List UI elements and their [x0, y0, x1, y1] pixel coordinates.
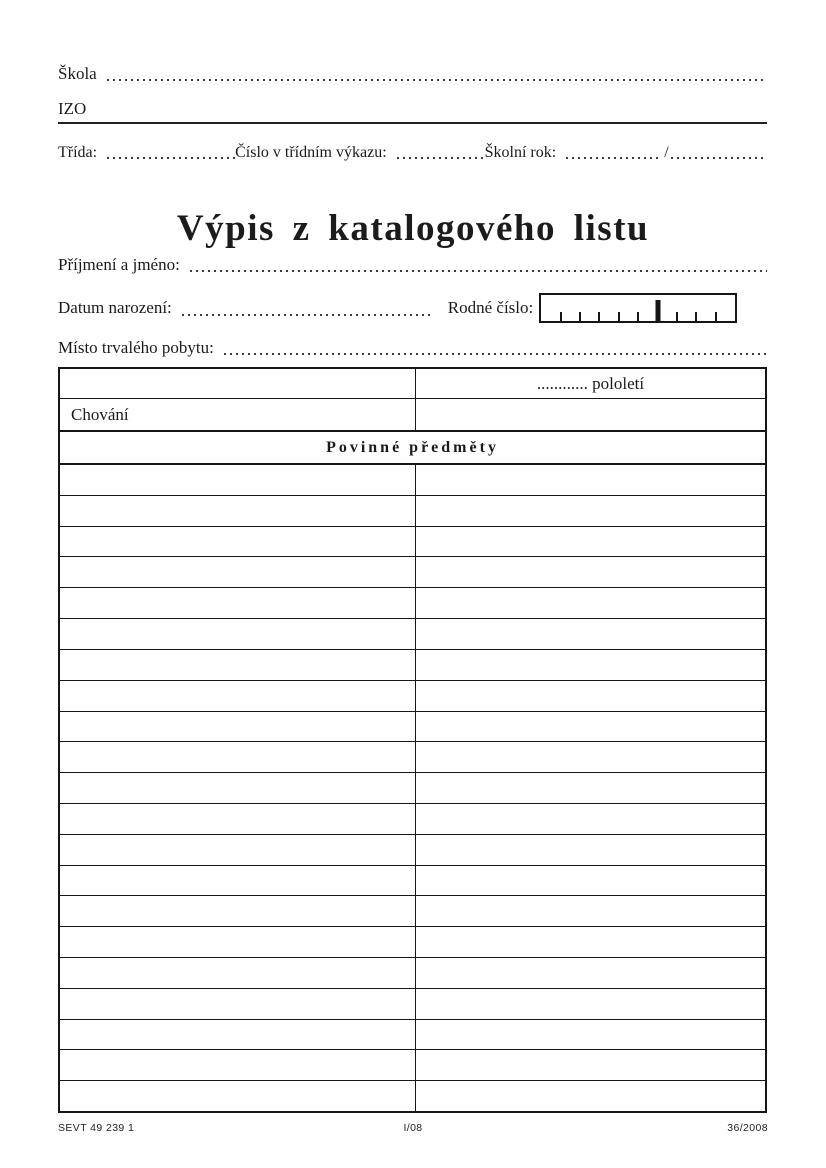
name-row	[58, 255, 767, 275]
behavior-row	[60, 398, 765, 430]
school-fill-line	[107, 79, 767, 81]
subject-grade-cell	[416, 681, 765, 711]
subject-name-cell	[60, 927, 416, 957]
semester-header-left-cell	[60, 369, 416, 398]
class-row	[58, 143, 767, 162]
subject-rows-container	[60, 465, 765, 1111]
school-year-fill-line-1	[566, 157, 662, 159]
subject-row	[60, 680, 765, 711]
subject-row	[60, 988, 765, 1019]
mandatory-subjects-header: Povinné předměty	[60, 430, 765, 465]
subject-grade-cell	[416, 557, 765, 587]
subject-row	[60, 895, 765, 926]
form-footer	[58, 1122, 768, 1134]
grades-table	[58, 367, 767, 1113]
subject-row	[60, 711, 765, 742]
subject-name-cell	[60, 742, 416, 772]
subject-row	[60, 465, 765, 495]
subject-grade-cell	[416, 989, 765, 1019]
subject-grade-cell	[416, 712, 765, 742]
subject-grade-cell	[416, 588, 765, 618]
subject-grade-cell	[416, 927, 765, 957]
izo-label: IZO	[58, 99, 87, 118]
birth-row	[58, 293, 767, 323]
subject-name-cell	[60, 1050, 416, 1080]
subject-row	[60, 587, 765, 618]
digit-separator-tick	[715, 312, 717, 321]
subject-grade-cell	[416, 465, 765, 495]
subject-grade-cell	[416, 619, 765, 649]
address-label: Místo trvalého pobytu:	[58, 338, 214, 357]
subject-name-cell	[60, 896, 416, 926]
subject-name-cell	[60, 619, 416, 649]
semester-header-cell: ............ pololetí	[536, 373, 645, 393]
digit-separator-tick	[598, 312, 600, 321]
subject-name-cell	[60, 835, 416, 865]
behavior-label-cell: Chování	[60, 399, 416, 430]
slash-separator-tick	[655, 300, 660, 321]
name-label: Příjmení a jméno:	[58, 255, 180, 274]
footer-edition: I/08	[403, 1122, 423, 1134]
birth-date-fill-line	[182, 314, 434, 316]
subject-row	[60, 556, 765, 587]
subject-name-cell	[60, 804, 416, 834]
subject-name-cell	[60, 958, 416, 988]
school-year-fill-line-2	[671, 157, 767, 159]
class-label: Třída:	[58, 144, 98, 161]
subject-row	[60, 865, 765, 896]
semester-header-row	[60, 369, 765, 398]
subject-grade-cell	[416, 1081, 765, 1111]
class-register-label: Číslo v třídním výkazu:	[235, 144, 387, 161]
subject-name-cell	[60, 1081, 416, 1111]
behavior-grade-cell	[416, 399, 765, 430]
subject-name-cell	[60, 681, 416, 711]
class-fill-line	[107, 157, 235, 159]
subject-name-cell	[60, 1020, 416, 1050]
address-fill-line	[224, 353, 767, 355]
subject-grade-cell	[416, 650, 765, 680]
subject-row	[60, 772, 765, 803]
name-fill-line	[190, 270, 767, 272]
class-register-fill-line	[397, 157, 485, 159]
digit-separator-tick	[560, 312, 562, 321]
subject-grade-cell	[416, 527, 765, 557]
digit-separator-tick	[676, 312, 678, 321]
subject-row	[60, 834, 765, 865]
subject-name-cell	[60, 496, 416, 526]
digit-separator-tick	[637, 312, 639, 321]
subject-name-cell	[60, 773, 416, 803]
subject-name-cell	[60, 712, 416, 742]
subject-name-cell	[60, 650, 416, 680]
subject-row	[60, 926, 765, 957]
page-title: Výpis z katalogového listu	[176, 207, 650, 249]
address-row	[58, 338, 767, 358]
subject-name-cell	[60, 588, 416, 618]
subject-row	[60, 1080, 765, 1111]
subject-grade-cell	[416, 835, 765, 865]
subject-row	[60, 957, 765, 988]
digit-separator-tick	[579, 312, 581, 321]
school-year-slash: /	[664, 144, 669, 161]
digit-separator-tick	[618, 312, 620, 321]
izo-row	[58, 99, 767, 124]
subject-row	[60, 803, 765, 834]
subject-grade-cell	[416, 773, 765, 803]
personal-id-label: Rodné číslo:	[447, 298, 534, 317]
subject-grade-cell	[416, 742, 765, 772]
subject-name-cell	[60, 866, 416, 896]
subject-row	[60, 649, 765, 680]
subject-grade-cell	[416, 866, 765, 896]
subject-grade-cell	[416, 1050, 765, 1080]
subject-row	[60, 618, 765, 649]
school-year-label: Školní rok:	[484, 144, 557, 161]
subject-row	[60, 526, 765, 557]
subject-grade-cell	[416, 496, 765, 526]
subject-name-cell	[60, 557, 416, 587]
subject-grade-cell	[416, 1020, 765, 1050]
subject-name-cell	[60, 527, 416, 557]
subject-grade-cell	[416, 896, 765, 926]
school-row	[58, 64, 767, 84]
personal-id-box	[539, 293, 737, 323]
subject-row	[60, 1019, 765, 1050]
school-label: Škola	[58, 64, 97, 83]
footer-print-code: 36/2008	[727, 1122, 769, 1134]
subject-row	[60, 1049, 765, 1080]
subject-row	[60, 741, 765, 772]
subject-name-cell	[60, 465, 416, 495]
subject-grade-cell	[416, 958, 765, 988]
subject-grade-cell	[416, 804, 765, 834]
subject-row	[60, 495, 765, 526]
birth-date-label: Datum narození:	[58, 298, 172, 317]
digit-separator-tick	[695, 312, 697, 321]
subject-name-cell	[60, 989, 416, 1019]
footer-form-code: SEVT 49 239 1	[58, 1122, 135, 1134]
